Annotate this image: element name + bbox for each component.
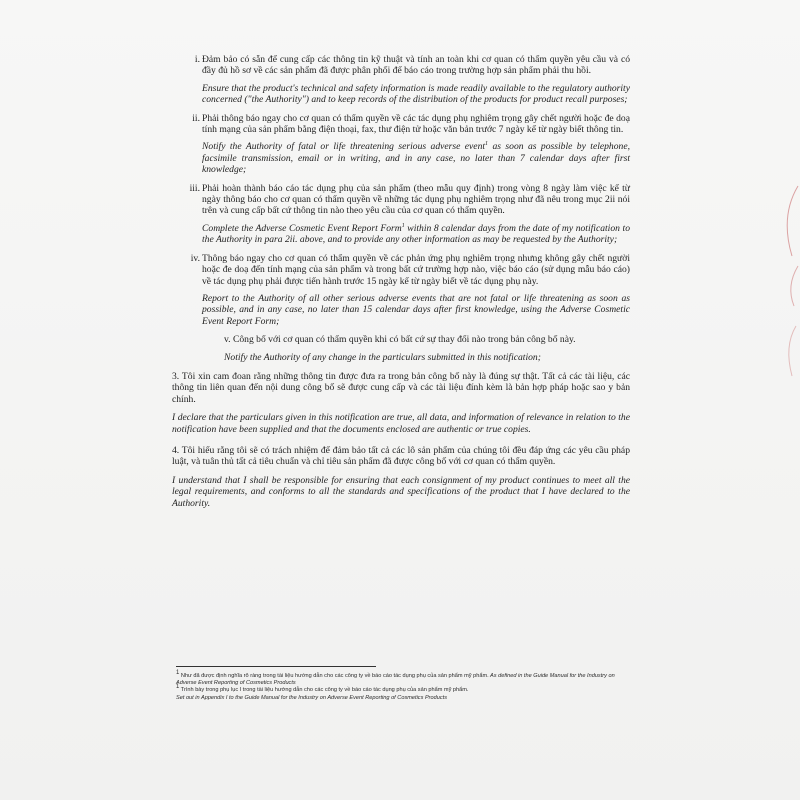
stamp-arc: [789, 326, 796, 376]
document-body: [172, 54, 630, 519]
section-text-english: I declare that the particulars given in this notification are true, all data, and information of relevance in relation to the notification have been supplied and that the documents enclosed are authentic or true copies.: [172, 412, 630, 435]
section-text-vietnamese: 3. Tôi xin cam đoan rằng những thông tin được đưa ra trong bản công bố này là đúng sự thật. Tất cả các tài liệu, các thông tin liên quan đến nội dung công bố sẽ được cung cấp và các tài liệu đính kèm là bản hợp pháp hoặc sao y bản chính.: [172, 370, 630, 405]
en-text-end: within 8 calendar days from the date of my notification to the Authority in para 2ii. above, and to provide any other information as may be requested by the Authority;: [202, 222, 630, 246]
list-item-ii: [172, 113, 630, 176]
item-text-vietnamese: Phải thông báo ngay cho cơ quan có thẩm quyền về các tác dụng phụ nghiêm trọng gây chết người hoặc đe doạ tính mạng của sản phẩm bằng điện thoại, fax, thư điện tử hoặc văn bản trước 7 ngày kể từ ngày biết thông tin.: [202, 112, 630, 136]
item-number: ii.: [192, 112, 200, 124]
footnote-text-vietnamese: Trình bày trong phụ lục I trong tài liệu hướng dẫn cho các công ty về báo cáo tác dụng phụ của sản phẩm mỹ phẩm.: [179, 687, 469, 694]
list-item-i: [172, 54, 630, 106]
footnote-marker: 1: [176, 670, 180, 677]
item-text-english: [202, 223, 630, 246]
footnotes: [176, 666, 636, 702]
footnote-text-vietnamese: Như đã được định nghĩa rõ ràng trong tài liệu hướng dẫn cho các công ty về báo cáo tác dụng phụ của sản phẩm mỹ phẩm.: [179, 673, 489, 679]
item-text-english: Report to the Authority of all other serious adverse events that are not fatal or life threatening as soon as possible, and in any case, no later than 15 calendar days after first knowledge, using the Adverse Cosmetic Event Report Form;: [202, 292, 630, 327]
item-text-english: Ensure that the product's technical and safety information is made readily available to the regulatory authority concerned ("the Authority") and to keep records of the distribution of the products for product recall purposes;: [202, 82, 630, 106]
item-number: i.: [194, 54, 200, 65]
section-4: [172, 445, 630, 509]
stamp-arc: [787, 186, 798, 256]
footnote-ref: 1: [401, 222, 405, 229]
item-number: iv.: [190, 252, 200, 264]
stamp-arc: [791, 266, 798, 306]
footnote-divider: [176, 666, 376, 667]
footnote-1: [176, 670, 636, 687]
item-text-vietnamese: Phải hoàn thành báo cáo tác dụng phụ của sản phẩm (theo mẫu quy định) trong vòng 8 ngày làm việc kể từ ngày thông báo cho cơ quan có thẩm quyền về những tác dụng phụ nghiêm trọng như đã nêu trong mục 2ii nói trên và cung cấp bất cứ thông tin nào theo yêu cầu của cơ quan có thẩm quyền.: [202, 182, 630, 217]
item-number: iii.: [189, 182, 200, 194]
en-text-start: Notify the Authority of fatal or life threatening serious adverse event: [202, 141, 486, 153]
item-text-english: [202, 141, 630, 175]
list-item-v: [172, 334, 630, 363]
item-text-vietnamese: Thông báo ngay cho cơ quan có thẩm quyền về các phản ứng phụ nghiêm trọng nhưng không gây chết người hoặc đe doạ đến tính mạng của sản phẩm và trong bất cứ trường hợp nào, việc báo cáo (sử dụng mẫu báo cáo) về tác dụng phụ phải được tiến hành trước 15 ngày kể từ ngày biết về tác dụng phụ này.: [202, 252, 630, 287]
footnote-text-english: As defined in the Guide Manual for the Industry on Adverse Event Reporting of Cosmetics Products: [176, 673, 615, 687]
section-3: [172, 371, 630, 435]
footnote-2: [176, 684, 636, 701]
footnote-text-english: Set out in Appendix I to the Guide Manual for the Industry on Adverse Event Reporting of Cosmetics Products: [176, 694, 448, 701]
item-text-vietnamese: Đảm bảo có sẵn để cung cấp các thông tin kỹ thuật và tính an toàn khi cơ quan có thẩm quyền yêu cầu và có đầy đủ hồ sơ về các sản phẩm đã được phân phối để báo cáo trong trường hợp sản phẩm phải thu hồi.: [202, 54, 630, 77]
item-text-english: Notify the Authority of any change in the particulars submitted in this notification;: [224, 351, 541, 363]
section-text-vietnamese: 4. Tôi hiểu rằng tôi sẽ có trách nhiệm để đảm bảo tất cả các lô sản phẩm của chúng tôi đều đáp ứng các yêu cầu pháp luật, và tuân thủ tất cả tiêu chuẩn và chỉ tiêu sản phẩm đã được công bố với cơ quan có thẩm quyền.: [172, 444, 630, 468]
stamp-mark: [770, 176, 800, 406]
en-text-start: Complete the Adverse Cosmetic Event Report Form: [202, 222, 402, 234]
item-text-vietnamese: v. Công bố với cơ quan có thẩm quyền khi có bất cứ sự thay đổi nào trong bản công bố này.: [224, 334, 576, 346]
list-item-iii: [172, 183, 630, 246]
footnote-marker: 1: [176, 684, 180, 691]
en-text-end: as soon as possible by telephone, facsimile transmission, email or in writing, and in any case, no later than 7 calendar days after first knowledge;: [202, 141, 630, 176]
footnote-ref: 1: [485, 141, 489, 148]
list-item-iv: [172, 253, 630, 327]
section-text-english: I understand that I shall be responsible for ensuring that each consignment of my product continues to meet all the legal requirements, and conforms to all the standards and specifications of the product that I have declared to the Authority.: [172, 474, 630, 509]
